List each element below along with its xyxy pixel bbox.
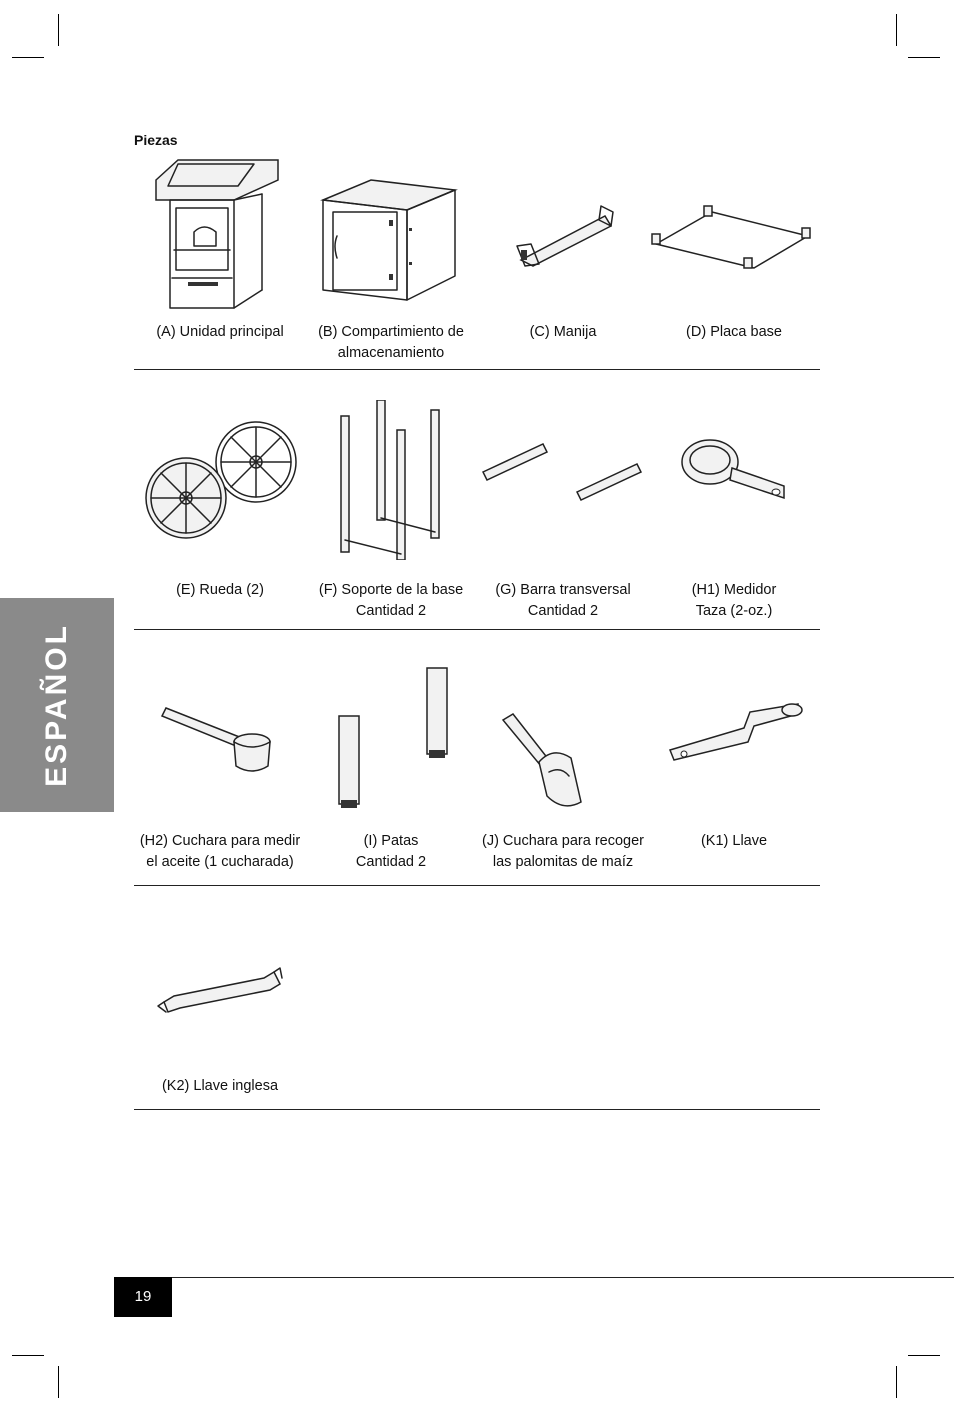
storage-cabinet-icon	[305, 150, 477, 310]
part-label	[642, 580, 826, 622]
part-G	[477, 400, 649, 628]
part-label	[299, 580, 483, 622]
part-label	[128, 322, 312, 343]
page-number: 19	[114, 1277, 172, 1317]
part-label-line: almacenamiento	[337, 345, 445, 361]
part-label	[128, 831, 312, 873]
language-side-tab	[0, 598, 114, 812]
part-label	[299, 322, 483, 364]
crop-mark	[58, 1366, 59, 1398]
part-label	[642, 322, 826, 343]
crop-mark	[908, 57, 940, 58]
section-title: Piezas	[134, 132, 178, 148]
measuring-cup-icon	[648, 400, 820, 560]
part-label-line: (E) Rueda (2)	[176, 582, 264, 598]
part-label-line: (C) Manija	[529, 324, 597, 340]
wheels-icon	[134, 400, 306, 560]
row-divider	[134, 885, 820, 886]
part-label-line: (H2) Cuchara para medir	[139, 833, 301, 849]
part-label-line: las palomitas de maíz	[492, 854, 634, 870]
part-label-line: (J) Cuchara para recoger	[482, 833, 644, 849]
part-label-line: (K1) Llave	[700, 833, 768, 849]
crop-mark	[12, 57, 44, 58]
key-icon	[648, 654, 820, 824]
crop-mark	[896, 1366, 897, 1398]
part-B	[305, 150, 477, 370]
popcorn-scoop-icon	[477, 654, 649, 824]
part-label-line: Cantidad 2	[527, 603, 599, 619]
part-H1	[648, 400, 820, 628]
handle-icon	[477, 150, 649, 310]
part-label-line: (F) Soporte de la base	[318, 582, 464, 598]
part-label-line: (A) Unidad principal	[156, 324, 284, 340]
row-divider	[134, 369, 820, 370]
part-C	[477, 150, 649, 370]
part-label-line: el aceite (1 cucharada)	[146, 854, 294, 870]
part-A	[134, 150, 306, 370]
legs-icon	[305, 654, 477, 824]
part-label-line: (K2) Llave inglesa	[161, 1078, 279, 1094]
part-J	[477, 654, 649, 884]
row-divider	[134, 629, 820, 630]
part-label-line: Cantidad 2	[355, 603, 427, 619]
base-plate-icon	[648, 150, 820, 310]
footer-line	[114, 1277, 954, 1278]
row-divider	[134, 1109, 820, 1110]
cross-bar-icon	[477, 400, 649, 560]
crop-mark	[12, 1355, 44, 1356]
wrench-icon	[134, 940, 306, 1060]
part-label-line: Taza (2-oz.)	[695, 603, 773, 619]
part-label-line: (I) Patas	[363, 833, 419, 849]
part-label	[471, 831, 655, 873]
part-label-line: (H1) Medidor	[691, 582, 777, 598]
part-F	[305, 400, 477, 628]
crop-mark	[896, 14, 897, 46]
crop-mark	[58, 14, 59, 46]
part-label-line: Cantidad 2	[355, 854, 427, 870]
part-label	[471, 322, 655, 343]
part-E	[134, 400, 306, 628]
part-K2	[134, 940, 306, 1110]
part-label-line: (D) Placa base	[686, 324, 782, 340]
part-label	[128, 1076, 312, 1097]
part-H2	[134, 654, 306, 884]
part-label	[642, 831, 826, 852]
part-label-line: (B) Compartimiento de	[318, 324, 464, 340]
popcorn-machine-icon	[134, 150, 306, 310]
crop-mark	[908, 1355, 940, 1356]
part-label	[128, 580, 312, 601]
base-support-icon	[305, 400, 477, 560]
part-label	[471, 580, 655, 622]
part-label-line: (G) Barra transversal	[495, 582, 631, 598]
language-label: ESPAÑOL	[40, 623, 73, 787]
part-I	[305, 654, 477, 884]
oil-spoon-icon	[134, 654, 306, 824]
part-K1	[648, 654, 820, 884]
part-label	[299, 831, 483, 873]
part-D	[648, 150, 820, 370]
